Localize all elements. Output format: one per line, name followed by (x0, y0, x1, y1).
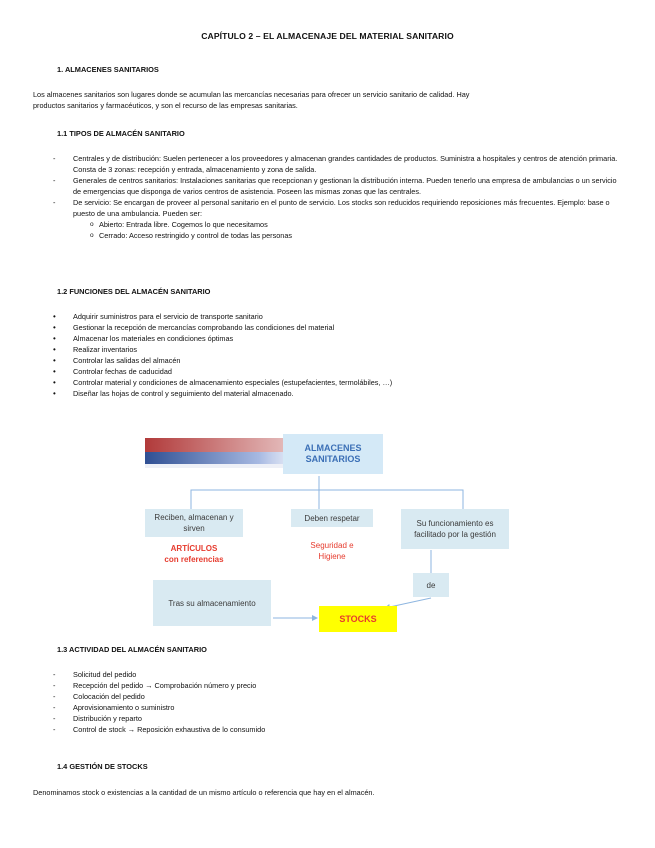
section-1-2-heading: 1.2 FUNCIONES DEL ALMACÉN SANITARIO (57, 287, 211, 296)
sub-list-item: o Abierto: Entrada libre. Cogemos lo que necesitamos (73, 219, 623, 230)
section-1-1-heading: 1.1 TIPOS DE ALMACÉN SANITARIO (57, 129, 185, 138)
funciones-list (53, 311, 623, 399)
list-item: • Realizar inventarios (53, 344, 623, 355)
articulos-label (145, 543, 243, 565)
sub-list-item: o Cerrado: Acceso restringido y control de todas las personas (73, 230, 623, 241)
section-1-intro (33, 89, 633, 111)
reciben-box: Reciben, almacenan y sirven (145, 509, 243, 537)
list-item: • Adquirir suministros para el servicio de transporte sanitario (53, 311, 623, 322)
tras-almacenamiento-box: Tras su almacenamiento (153, 580, 271, 626)
almacenes-sanitarios-box: ALMACENES SANITARIOS (283, 434, 383, 474)
deben-respetar-box: Deben respetar (291, 509, 373, 527)
list-item: - Colocación del pedido (53, 691, 623, 702)
stocks-definition: Denominamos stock o existencias a la cantidad de un mismo artículo o referencia que hay en el almacén. (33, 788, 375, 797)
section-1-3-heading: 1.3 ACTIVIDAD DEL ALMACÉN SANITARIO (57, 645, 207, 654)
decorative-band-light (145, 464, 295, 468)
intro-line-1: Los almacenes sanitarios son lugares donde se acumulan las mercancías necesarias para ofrecer un servicio sanitario de calidad. Hay (33, 90, 470, 99)
stocks-box: STOCKS (319, 606, 397, 632)
list-item: - Solicitud del pedido (53, 669, 623, 680)
list-item: • Controlar las salidas del almacén (53, 355, 623, 366)
intro-line-2: productos sanitarios y farmacéuticos, y son el recurso de las empresas sanitarias. (33, 101, 298, 110)
list-item: - Recepción del pedido → Comprobación número y precio (53, 680, 623, 691)
list-item-text: De servicio: Se encargan de proveer al personal sanitario en el punto de servicio. Los stocks son reducidos requiriendo reposiciones más frecuentes. Ejemplo: base o puesto de una ambulancia. Pueden ser: (73, 198, 610, 218)
list-item: • Gestionar la recepción de mercancías comprobando las condiciones del material (53, 322, 623, 333)
seguridad-line-2: Higiene (318, 552, 346, 561)
list-item: • Almacenar los materiales en condiciones óptimas (53, 333, 623, 344)
list-item (53, 197, 623, 241)
chapter-title: CAPÍTULO 2 – EL ALMACENAJE DEL MATERIAL SANITARIO (201, 31, 454, 41)
seguridad-label (291, 540, 373, 562)
articulos-line-1: ARTÍCULOS (170, 544, 218, 553)
actividad-list (53, 669, 623, 735)
seguridad-line-1: Seguridad e (310, 541, 354, 550)
list-item: • Diseñar las hojas de control y seguimiento del material almacenado. (53, 388, 623, 399)
list-item: - Generales de centros sanitarios: Instalaciones sanitarias que recepcionan y gestionan la distribución interna. Pueden tenerlo una empresa de ambulancias o un servicio de emergencias que disponga de varios centros de asistencia. Poseen las mismas zonas que las centrales. (53, 175, 623, 197)
de-box: de (413, 573, 449, 597)
sub-list (73, 219, 623, 241)
list-item: • Controlar fechas de caducidad (53, 366, 623, 377)
list-item: - Distribución y reparto (53, 713, 623, 724)
section-1-4-heading: 1.4 GESTIÓN DE STOCKS (57, 762, 148, 771)
tipos-list (53, 153, 623, 241)
section-1-heading: 1. ALMACENES SANITARIOS (57, 65, 159, 74)
list-item: • Controlar material y condiciones de almacenamiento especiales (estupefacientes, termolábiles, …) (53, 377, 623, 388)
gestion-box: Su funcionamiento es facilitado por la gestión (401, 509, 509, 549)
articulos-line-2: con referencias (164, 555, 224, 564)
almacenes-diagram (145, 430, 509, 640)
list-item: - Centrales y de distribución: Suelen pertenecer a los proveedores y almacenan grandes cantidades de productos. Suministra a hospitales y centros de atención primaria. Consta de 3 zonas: recepción y entrada, almacenamiento y zona de salida. (53, 153, 623, 175)
list-item: - Aprovisionamiento o suministro (53, 702, 623, 713)
list-item: - Control de stock → Reposición exhaustiva de lo consumido (53, 724, 623, 735)
